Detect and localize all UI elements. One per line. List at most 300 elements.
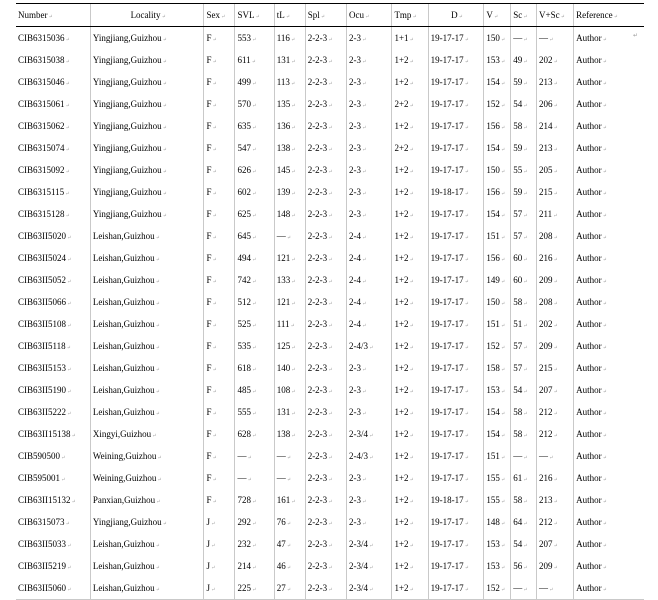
table-cell: Yingjiang,Guizhou ↵ xyxy=(90,181,204,203)
column-header: Locality ↵ xyxy=(90,4,204,27)
table-cell: 116 ↵ xyxy=(274,27,305,50)
table-cell: 2-2-3 ↵ xyxy=(305,555,346,577)
table-cell: Yingjiang,Guizhou ↵ xyxy=(90,203,204,225)
table-cell: 208 ↵ xyxy=(537,225,574,247)
table-cell: 154 ↵ xyxy=(484,423,511,445)
table-cell: 19-17-17 ↵ xyxy=(428,291,484,313)
table-cell: — ↵ xyxy=(511,577,537,600)
column-header: Ocu ↵ xyxy=(347,4,392,27)
table-cell: 61 ↵ xyxy=(511,467,537,489)
table-cell: — ↵ xyxy=(274,445,305,467)
table-cell: 54 ↵ xyxy=(511,93,537,115)
table-cell: 742 ↵ xyxy=(235,269,274,291)
table-cell: 1+2 ↵ xyxy=(392,225,428,247)
table-row xyxy=(16,533,644,555)
table-cell: 2-4 ↵ xyxy=(347,247,392,269)
table-cell: 59 ↵ xyxy=(511,137,537,159)
table-cell: CIB63II5066 ↵ xyxy=(16,291,90,313)
table-cell: F ↵ xyxy=(204,27,235,50)
table-cell: 19-17-17 ↵ xyxy=(428,225,484,247)
table-cell: 19-17-17 ↵ xyxy=(428,115,484,137)
table-cell: 55 ↵ xyxy=(511,159,537,181)
table-cell: 19-17-17 ↵ xyxy=(428,313,484,335)
table-row xyxy=(16,335,644,357)
table-cell: F ↵ xyxy=(204,247,235,269)
table-cell: 135 ↵ xyxy=(274,93,305,115)
table-cell: CIB6315092 ↵ xyxy=(16,159,90,181)
table-cell: Author ↵ xyxy=(574,467,644,489)
table-cell: F ↵ xyxy=(204,137,235,159)
table-cell: 2-3/4 ↵ xyxy=(347,423,392,445)
table-row xyxy=(16,269,644,291)
table-cell: 150 ↵ xyxy=(484,159,511,181)
table-cell: Author ↵ xyxy=(574,291,644,313)
table-cell: 214 ↵ xyxy=(537,115,574,137)
table-cell: 19-18-17 ↵ xyxy=(428,181,484,203)
table-cell: 728 ↵ xyxy=(235,489,274,511)
table-cell: 2-4 ↵ xyxy=(347,291,392,313)
table-cell: 1+2 ↵ xyxy=(392,247,428,269)
table-cell: CIB6315036 ↵ xyxy=(16,27,90,50)
table-cell: 1+2 ↵ xyxy=(392,379,428,401)
table-cell: 19-18-17 ↵ xyxy=(428,489,484,511)
table-cell: 2+2 ↵ xyxy=(392,137,428,159)
table-cell: 51 ↵ xyxy=(511,313,537,335)
table-cell: 152 ↵ xyxy=(484,577,511,600)
table-cell: 211 ↵ xyxy=(537,203,574,225)
table-cell: Author ↵ xyxy=(574,137,644,159)
table-cell: CIB63II5118 ↵ xyxy=(16,335,90,357)
table-row xyxy=(16,159,644,181)
table-cell: 2-2-3 ↵ xyxy=(305,225,346,247)
table-cell: 213 ↵ xyxy=(537,71,574,93)
table-cell: 1+2 ↵ xyxy=(392,467,428,489)
table-cell: 215 ↵ xyxy=(537,181,574,203)
table-cell: J ↵ xyxy=(204,577,235,600)
row-end-mark-icon: ↵ xyxy=(632,32,638,39)
table-cell: CIB63II5052 ↵ xyxy=(16,269,90,291)
table-cell: 113 ↵ xyxy=(274,71,305,93)
table-cell: 2-2-3 ↵ xyxy=(305,423,346,445)
table-cell: — ↵ xyxy=(537,27,574,50)
table-row xyxy=(16,247,644,269)
table-cell: 131 ↵ xyxy=(274,401,305,423)
table-cell: — ↵ xyxy=(235,467,274,489)
table-cell: F ↵ xyxy=(204,313,235,335)
table-cell: F ↵ xyxy=(204,203,235,225)
table-cell: 555 ↵ xyxy=(235,401,274,423)
table-cell: 155 ↵ xyxy=(484,467,511,489)
table-cell: Author ↵ xyxy=(574,49,644,71)
table-cell: 618 ↵ xyxy=(235,357,274,379)
table-row xyxy=(16,401,644,423)
table-cell: 2-3 ↵ xyxy=(347,181,392,203)
table-cell: 2-2-3 ↵ xyxy=(305,401,346,423)
column-header: Number ↵ xyxy=(16,4,90,27)
table-row xyxy=(16,467,644,489)
table-cell: 570 ↵ xyxy=(235,93,274,115)
table-cell: 2+2 ↵ xyxy=(392,93,428,115)
table-cell: CIB63II5153 ↵ xyxy=(16,357,90,379)
table-cell: 64 ↵ xyxy=(511,511,537,533)
table-cell: 2-2-3 ↵ xyxy=(305,577,346,600)
table-cell: 27 ↵ xyxy=(274,577,305,600)
table-cell: Author ↵ xyxy=(574,379,644,401)
table-cell: Author ↵ xyxy=(574,533,644,555)
table-cell: Author ↵ xyxy=(574,203,644,225)
table-cell: 213 ↵ xyxy=(537,137,574,159)
table-cell: 60 ↵ xyxy=(511,269,537,291)
table-cell: CIB6315046 ↵ xyxy=(16,71,90,93)
table-cell: 58 ↵ xyxy=(511,115,537,137)
table-cell: 153 ↵ xyxy=(484,533,511,555)
table-cell: 485 ↵ xyxy=(235,379,274,401)
table-cell: — ↵ xyxy=(274,225,305,247)
column-header: SVL ↵ xyxy=(235,4,274,27)
table-cell: 46 ↵ xyxy=(274,555,305,577)
table-cell: 2-3 ↵ xyxy=(347,115,392,137)
table-cell: 151 ↵ xyxy=(484,313,511,335)
column-header: Sc ↵ xyxy=(511,4,537,27)
table-cell: 138 ↵ xyxy=(274,423,305,445)
table-cell: 292 ↵ xyxy=(235,511,274,533)
table-cell: 1+2 ↵ xyxy=(392,357,428,379)
table-cell: 59 ↵ xyxy=(511,181,537,203)
table-cell: 19-17-17 ↵ xyxy=(428,93,484,115)
table-body xyxy=(16,27,644,600)
table-cell: CIB63II5190 ↵ xyxy=(16,379,90,401)
table-cell: J ↵ xyxy=(204,555,235,577)
table-cell: 19-17-17 ↵ xyxy=(428,27,484,50)
table-cell: 156 ↵ xyxy=(484,247,511,269)
table-cell: 2-2-3 ↵ xyxy=(305,137,346,159)
table-cell: 212 ↵ xyxy=(537,511,574,533)
table-cell: 19-17-17 ↵ xyxy=(428,49,484,71)
table-cell: 19-17-17 ↵ xyxy=(428,71,484,93)
table-cell: 2-2-3 ↵ xyxy=(305,93,346,115)
table-cell: F ↵ xyxy=(204,71,235,93)
table-cell: CIB6315128 ↵ xyxy=(16,203,90,225)
table-cell: 136 ↵ xyxy=(274,115,305,137)
table-cell: CIB590500 ↵ xyxy=(16,445,90,467)
table-cell: F ↵ xyxy=(204,269,235,291)
table-cell: 214 ↵ xyxy=(235,555,274,577)
table-cell: — ↵ xyxy=(537,577,574,600)
table-cell: Author ↵ xyxy=(574,489,644,511)
table-cell: 154 ↵ xyxy=(484,401,511,423)
table-cell: 1+2 ↵ xyxy=(392,159,428,181)
table-cell: 1+2 ↵ xyxy=(392,423,428,445)
table-cell: 215 ↵ xyxy=(537,357,574,379)
table-cell: CIB63II5020 ↵ xyxy=(16,225,90,247)
table-cell: 1+2 ↵ xyxy=(392,533,428,555)
table-cell: — ↵ xyxy=(274,467,305,489)
table-cell: 148 ↵ xyxy=(484,511,511,533)
table-cell: Author ↵ xyxy=(574,577,644,600)
table-cell: Yingjiang,Guizhou ↵ xyxy=(90,93,204,115)
table-cell: 152 ↵ xyxy=(484,335,511,357)
table-cell: 2-4/3 ↵ xyxy=(347,335,392,357)
table-cell: 553 ↵ xyxy=(235,27,274,50)
table-cell: 208 ↵ xyxy=(537,291,574,313)
table-cell: Weining,Guizhou ↵ xyxy=(90,445,204,467)
table-cell: 19-17-17 ↵ xyxy=(428,511,484,533)
table-cell: Yingjiang,Guizhou ↵ xyxy=(90,49,204,71)
table-cell: 19-17-17 ↵ xyxy=(428,533,484,555)
table-cell: Leishan,Guizhou ↵ xyxy=(90,577,204,600)
table-cell: Leishan,Guizhou ↵ xyxy=(90,401,204,423)
table-cell: 202 ↵ xyxy=(537,313,574,335)
table-cell: 512 ↵ xyxy=(235,291,274,313)
table-cell: 2-2-3 ↵ xyxy=(305,511,346,533)
table-cell: 1+2 ↵ xyxy=(392,335,428,357)
table-cell: Panxian,Guizhou ↵ xyxy=(90,489,204,511)
table-cell: 125 ↵ xyxy=(274,335,305,357)
table-cell: Author ↵ xyxy=(574,27,644,50)
specimen-table-document xyxy=(16,3,644,600)
table-cell: J ↵ xyxy=(204,533,235,555)
table-cell: 153 ↵ xyxy=(484,379,511,401)
table-row xyxy=(16,27,644,50)
table-cell: 2-2-3 ↵ xyxy=(305,159,346,181)
table-cell: 133 ↵ xyxy=(274,269,305,291)
table-cell: 111 ↵ xyxy=(274,313,305,335)
table-cell: F ↵ xyxy=(204,49,235,71)
table-cell: 19-17-17 ↵ xyxy=(428,357,484,379)
table-cell: CIB6315115 ↵ xyxy=(16,181,90,203)
table-cell: 19-17-17 ↵ xyxy=(428,555,484,577)
table-row xyxy=(16,423,644,445)
table-cell: 2-3 ↵ xyxy=(347,379,392,401)
table-cell: 2-2-3 ↵ xyxy=(305,335,346,357)
table-cell: 154 ↵ xyxy=(484,203,511,225)
table-cell: CIB6315062 ↵ xyxy=(16,115,90,137)
table-cell: 154 ↵ xyxy=(484,137,511,159)
table-cell: 58 ↵ xyxy=(511,489,537,511)
table-cell: 202 ↵ xyxy=(537,49,574,71)
table-cell: 2-2-3 ↵ xyxy=(305,27,346,50)
table-cell: 216 ↵ xyxy=(537,247,574,269)
table-cell: — ↵ xyxy=(511,27,537,50)
table-cell: 151 ↵ xyxy=(484,225,511,247)
column-header: Sex ↵ xyxy=(204,4,235,27)
table-cell: F ↵ xyxy=(204,225,235,247)
table-cell: 153 ↵ xyxy=(484,49,511,71)
table-cell: 155 ↵ xyxy=(484,489,511,511)
table-cell: CIB63II15138 ↵ xyxy=(16,423,90,445)
table-cell: 645 ↵ xyxy=(235,225,274,247)
table-cell: F ↵ xyxy=(204,357,235,379)
table-cell: 58 ↵ xyxy=(511,423,537,445)
table-cell: 628 ↵ xyxy=(235,423,274,445)
table-cell: 2-3 ↵ xyxy=(347,27,392,50)
table-row xyxy=(16,203,644,225)
table-cell: 56 ↵ xyxy=(511,555,537,577)
table-row xyxy=(16,291,644,313)
table-cell: CIB63II5024 ↵ xyxy=(16,247,90,269)
table-cell: 2-2-3 ↵ xyxy=(305,291,346,313)
table-cell: Leishan,Guizhou ↵ xyxy=(90,269,204,291)
table-cell: Author ↵ xyxy=(574,181,644,203)
table-cell: 212 ↵ xyxy=(537,401,574,423)
table-cell: 19-17-17 ↵ xyxy=(428,445,484,467)
table-cell: 108 ↵ xyxy=(274,379,305,401)
table-cell: 1+1 ↵ xyxy=(392,27,428,50)
table-cell: 2-2-3 ↵ xyxy=(305,467,346,489)
table-cell: 19-17-17 ↵ xyxy=(428,577,484,600)
column-header: Reference ↵ xyxy=(574,4,644,27)
table-cell: 2-3/4 ↵ xyxy=(347,577,392,600)
table-cell: 2-2-3 ↵ xyxy=(305,181,346,203)
table-cell: 206 ↵ xyxy=(537,93,574,115)
table-cell: 1+2 ↵ xyxy=(392,203,428,225)
table-cell: Yingjiang,Guizhou ↵ xyxy=(90,27,204,50)
table-cell: 2-2-3 ↵ xyxy=(305,489,346,511)
table-cell: 2-2-3 ↵ xyxy=(305,445,346,467)
table-cell: Xingyi,Guizhou ↵ xyxy=(90,423,204,445)
table-cell: 207 ↵ xyxy=(537,533,574,555)
table-cell: 158 ↵ xyxy=(484,357,511,379)
table-cell: Yingjiang,Guizhou ↵ xyxy=(90,159,204,181)
table-cell: 2-3 ↵ xyxy=(347,159,392,181)
table-cell: 19-17-17 ↵ xyxy=(428,247,484,269)
table-cell: Leishan,Guizhou ↵ xyxy=(90,379,204,401)
column-header: V+Sc ↵ xyxy=(537,4,574,27)
table-cell: CIB6315074 ↵ xyxy=(16,137,90,159)
table-cell: 19-17-17 ↵ xyxy=(428,423,484,445)
table-cell: 1+2 ↵ xyxy=(392,577,428,600)
table-cell: 2-3/4 ↵ xyxy=(347,533,392,555)
column-header: Spl ↵ xyxy=(305,4,346,27)
table-cell: Author ↵ xyxy=(574,115,644,137)
table-cell: F ↵ xyxy=(204,93,235,115)
table-cell: 57 ↵ xyxy=(511,225,537,247)
table-cell: F ↵ xyxy=(204,489,235,511)
table-cell: 2-3 ↵ xyxy=(347,489,392,511)
table-row xyxy=(16,93,644,115)
table-cell: 60 ↵ xyxy=(511,247,537,269)
table-cell: F ↵ xyxy=(204,335,235,357)
table-cell: 635 ↵ xyxy=(235,115,274,137)
table-cell: 57 ↵ xyxy=(511,203,537,225)
table-cell: 19-17-17 ↵ xyxy=(428,335,484,357)
table-cell: 2-3/4 ↵ xyxy=(347,555,392,577)
table-cell: 2-3 ↵ xyxy=(347,71,392,93)
table-cell: 19-17-17 ↵ xyxy=(428,137,484,159)
table-cell: 19-17-17 ↵ xyxy=(428,203,484,225)
table-cell: 2-2-3 ↵ xyxy=(305,115,346,137)
table-cell: 150 ↵ xyxy=(484,27,511,50)
table-cell: 2-3 ↵ xyxy=(347,93,392,115)
table-row xyxy=(16,115,644,137)
table-row xyxy=(16,49,644,71)
table-cell: Author ↵ xyxy=(574,401,644,423)
table-row xyxy=(16,379,644,401)
table-cell: 131 ↵ xyxy=(274,49,305,71)
table-cell: Leishan,Guizhou ↵ xyxy=(90,225,204,247)
table-cell: Author ↵ xyxy=(574,555,644,577)
table-cell: 145 ↵ xyxy=(274,159,305,181)
table-cell: 54 ↵ xyxy=(511,379,537,401)
table-cell: F ↵ xyxy=(204,423,235,445)
table-cell: 602 ↵ xyxy=(235,181,274,203)
table-cell: 1+2 ↵ xyxy=(392,445,428,467)
table-cell: 2-2-3 ↵ xyxy=(305,313,346,335)
table-cell: — ↵ xyxy=(511,445,537,467)
table-cell: 1+2 ↵ xyxy=(392,555,428,577)
table-cell: 1+2 ↵ xyxy=(392,269,428,291)
table-cell: Author ↵ xyxy=(574,71,644,93)
table-cell: CIB6315073 ↵ xyxy=(16,511,90,533)
table-cell: 2-4 ↵ xyxy=(347,225,392,247)
table-cell: 156 ↵ xyxy=(484,115,511,137)
table-cell: Yingjiang,Guizhou ↵ xyxy=(90,511,204,533)
table-cell: 1+2 ↵ xyxy=(392,71,428,93)
table-cell: 19-17-17 ↵ xyxy=(428,269,484,291)
table-cell: Author ↵ xyxy=(574,357,644,379)
table-cell: 121 ↵ xyxy=(274,291,305,313)
table-cell: 1+2 ↵ xyxy=(392,291,428,313)
table-cell: 47 ↵ xyxy=(274,533,305,555)
table-cell: 2-3 ↵ xyxy=(347,511,392,533)
table-cell: 216 ↵ xyxy=(537,467,574,489)
table-cell: Leishan,Guizhou ↵ xyxy=(90,247,204,269)
table-cell: 547 ↵ xyxy=(235,137,274,159)
table-cell: Yingjiang,Guizhou ↵ xyxy=(90,71,204,93)
table-cell: CIB63II5222 ↵ xyxy=(16,401,90,423)
table-row xyxy=(16,555,644,577)
table-cell: 1+2 ↵ xyxy=(392,489,428,511)
table-cell: CIB63II15132 ↵ xyxy=(16,489,90,511)
table-cell: Author ↵ xyxy=(574,313,644,335)
header-row xyxy=(16,4,644,27)
table-cell: CIB63II5108 ↵ xyxy=(16,313,90,335)
table-cell: 121 ↵ xyxy=(274,247,305,269)
table-row xyxy=(16,137,644,159)
table-cell: Yingjiang,Guizhou ↵ xyxy=(90,115,204,137)
table-cell: Weining,Guizhou ↵ xyxy=(90,467,204,489)
table-cell: 207 ↵ xyxy=(537,379,574,401)
table-cell: 2-2-3 ↵ xyxy=(305,379,346,401)
table-cell: 625 ↵ xyxy=(235,203,274,225)
table-cell: Leishan,Guizhou ↵ xyxy=(90,313,204,335)
table-cell: F ↵ xyxy=(204,445,235,467)
table-cell: Leishan,Guizhou ↵ xyxy=(90,357,204,379)
table-cell: 149 ↵ xyxy=(484,269,511,291)
table-cell: 499 ↵ xyxy=(235,71,274,93)
table-cell: 2-3 ↵ xyxy=(347,401,392,423)
table-cell: 152 ↵ xyxy=(484,93,511,115)
table-cell: Leishan,Guizhou ↵ xyxy=(90,555,204,577)
table-cell: Leishan,Guizhou ↵ xyxy=(90,335,204,357)
table-cell: 59 ↵ xyxy=(511,71,537,93)
table-cell: 205 ↵ xyxy=(537,159,574,181)
table-cell: 150 ↵ xyxy=(484,291,511,313)
table-cell: 161 ↵ xyxy=(274,489,305,511)
table-cell: 1+2 ↵ xyxy=(392,49,428,71)
table-header xyxy=(16,4,644,27)
table-cell: 54 ↵ xyxy=(511,533,537,555)
table-cell: 2-4/3 ↵ xyxy=(347,445,392,467)
table-cell: 58 ↵ xyxy=(511,291,537,313)
table-row xyxy=(16,313,644,335)
table-cell: 213 ↵ xyxy=(537,489,574,511)
table-cell: 154 ↵ xyxy=(484,71,511,93)
column-header: V ↵ xyxy=(484,4,511,27)
specimen-table xyxy=(16,3,644,600)
table-cell: 19-17-17 ↵ xyxy=(428,467,484,489)
table-cell: 151 ↵ xyxy=(484,445,511,467)
